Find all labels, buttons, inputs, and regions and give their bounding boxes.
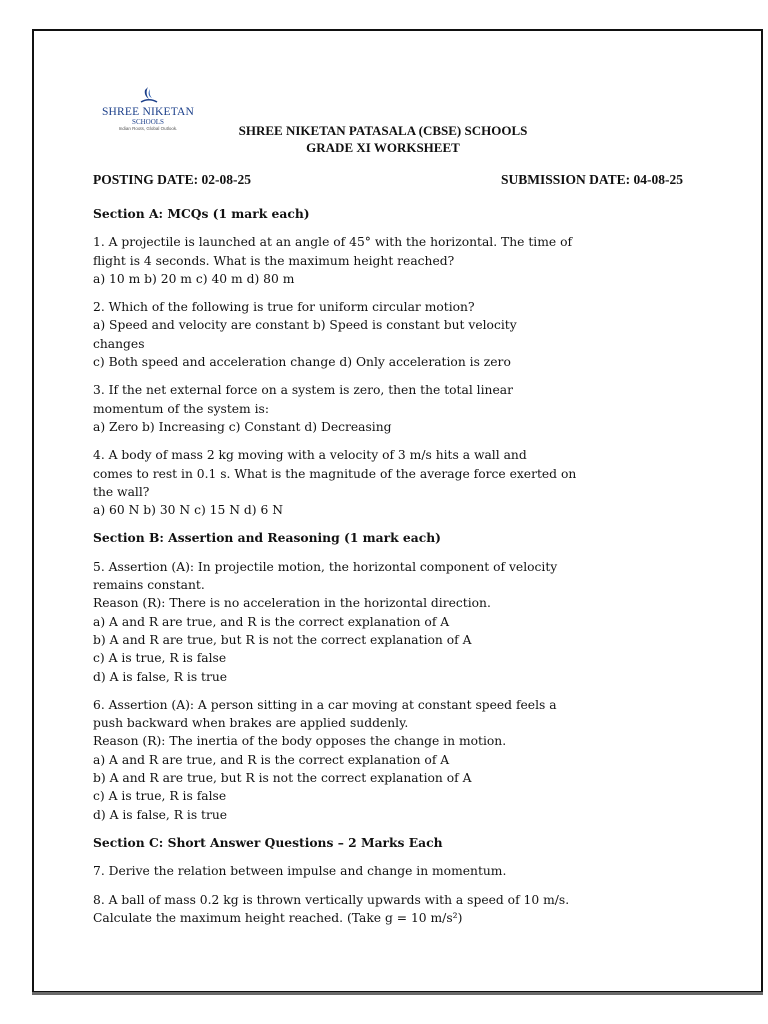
question-options: c) Both speed and acceleration change d) Only acceleration is zero	[93, 355, 511, 370]
question-line: push backward when brakes are applied suddenly.	[93, 716, 409, 731]
bird-logo-icon	[137, 86, 159, 106]
submission-date: SUBMISSION DATE: 04-08-25	[500, 172, 683, 187]
question-6	[93, 696, 693, 824]
question-options: b) A and R are true, but R is not the correct explanation of A	[93, 632, 472, 647]
question-options: a) A and R are true, and R is the correct explanation of A	[93, 614, 450, 629]
question-1	[93, 233, 693, 288]
question-line: momentum of the system is:	[93, 401, 270, 416]
question-7	[93, 862, 693, 880]
question-line: 4. A body of mass 2 kg moving with a velocity of 3 m/s hits a wall and	[93, 448, 527, 463]
question-line: 2. Which of the following is true for uniform circular motion?	[93, 300, 475, 315]
dates-row	[93, 172, 683, 188]
question-line: 3. If the net external force on a system is zero, then the total linear	[93, 383, 513, 398]
question-line: Reason (R): The inertia of the body opposes the change in motion.	[93, 734, 507, 749]
question-options: a) A and R are true, and R is the correct explanation of A	[93, 752, 450, 767]
question-options: c) A is true, R is false	[93, 789, 227, 804]
question-line: remains constant.	[93, 578, 205, 593]
page-bottom-edge	[32, 992, 763, 995]
question-line: 5. Assertion (A): In projectile motion, the horizontal component of velocity	[93, 559, 558, 574]
question-8	[93, 891, 693, 928]
question-3	[93, 381, 693, 436]
school-name: SHREE NIKETAN PATASALA (CBSE) SCHOOLS	[238, 123, 528, 138]
question-options: changes	[93, 336, 145, 351]
document-header	[140, 122, 626, 156]
question-line: 8. A ball of mass 0.2 kg is thrown vertically upwards with a speed of 10 m/s.	[93, 892, 570, 907]
question-line: Calculate the maximum height reached. (Take g = 10 m/s²)	[93, 910, 463, 925]
worksheet-title: GRADE XI WORKSHEET	[306, 140, 460, 155]
question-4	[93, 446, 693, 519]
question-options: c) A is true, R is false	[93, 651, 227, 666]
worksheet-content	[93, 205, 693, 937]
question-line: 7. Derive the relation between impulse and change in momentum.	[93, 864, 507, 879]
question-options: b) A and R are true, but R is not the correct explanation of A	[93, 771, 472, 786]
logo-tagline: Indian Roots, Global Outlook.	[118, 126, 178, 131]
question-options: d) A is false, R is true	[93, 807, 228, 822]
logo-sub: SCHOOLS	[132, 118, 164, 126]
section-b-title: Section B: Assertion and Reasoning (1 mark each)	[93, 530, 441, 546]
question-line: 1. A projectile is launched at an angle of 45° with the horizontal. The time of	[93, 235, 573, 250]
section-a-title: Section A: MCQs (1 mark each)	[93, 206, 310, 221]
question-2	[93, 298, 693, 371]
question-options: d) A is false, R is true	[93, 669, 228, 684]
question-line: 6. Assertion (A): A person sitting in a car moving at constant speed feels a	[93, 697, 557, 712]
logo-name: SHREE NIKETAN	[101, 106, 195, 118]
posting-date: POSTING DATE: 02-08-25	[93, 172, 252, 187]
question-5	[93, 558, 693, 686]
section-c-title: Section C: Short Answer Questions – 2 Marks Each	[93, 834, 443, 850]
question-options: a) 10 m b) 20 m c) 40 m d) 80 m	[93, 271, 295, 286]
question-line: the wall?	[93, 484, 150, 499]
question-line: comes to rest in 0.1 s. What is the magnitude of the average force exerted on	[93, 466, 577, 481]
question-line: Reason (R): There is no acceleration in the horizontal direction.	[93, 596, 491, 611]
question-options: a) 60 N b) 30 N c) 15 N d) 6 N	[93, 503, 283, 518]
question-line: flight is 4 seconds. What is the maximum height reached?	[93, 253, 455, 268]
question-options: a) Zero b) Increasing c) Constant d) Decreasing	[93, 419, 392, 434]
question-options: a) Speed and velocity are constant b) Speed is constant but velocity	[93, 318, 517, 333]
